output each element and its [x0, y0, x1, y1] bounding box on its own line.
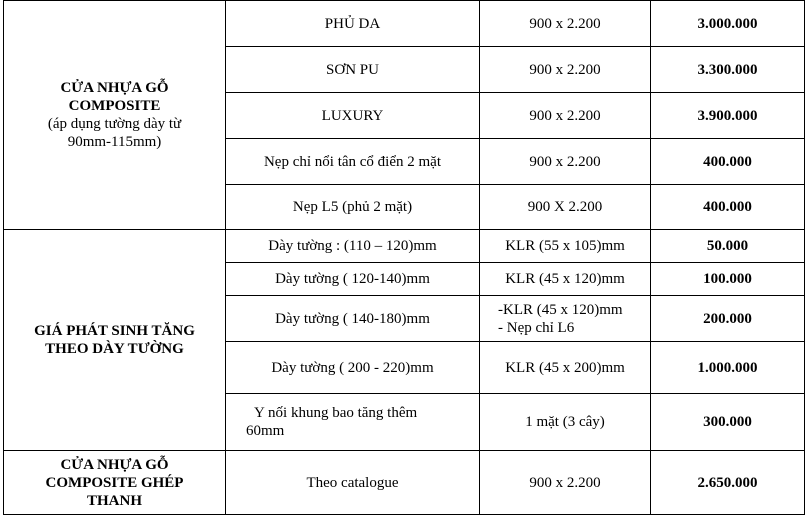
group-cell-wall-thickness — [4, 230, 226, 451]
row-size-line: -KLR (45 x 120)mm — [498, 301, 623, 318]
group-title-line: CỬA NHỰA GỖ — [60, 80, 169, 96]
table-row — [4, 451, 805, 515]
row-desc: Dày tường : (110 – 120)mm — [226, 230, 480, 263]
group-note-line: (áp dụng tường dày từ — [47, 116, 182, 132]
row-desc-line: 60mm — [246, 423, 285, 439]
row-price: 50.000 — [651, 230, 805, 263]
row-price: 400.000 — [651, 139, 805, 185]
row-desc: Dày tường ( 140-180)mm — [226, 296, 480, 342]
row-size: 900 x 2.200 — [480, 139, 651, 185]
row-size — [480, 296, 651, 342]
group-title-line: CỬA NHỰA GỖ — [60, 456, 169, 473]
row-price: 2.650.000 — [651, 451, 805, 515]
group-cell-composite-panel-door — [4, 451, 226, 515]
row-size: 900 x 2.200 — [480, 93, 651, 139]
price-table — [3, 0, 805, 515]
table-row — [4, 1, 805, 47]
row-price: 400.000 — [651, 185, 805, 230]
row-price: 100.000 — [651, 263, 805, 296]
row-size: KLR (45 x 200)mm — [480, 342, 651, 394]
group-title-line: GIÁ PHÁT SINH TĂNG — [34, 323, 195, 339]
row-size: 900 X 2.200 — [480, 185, 651, 230]
row-price: 200.000 — [651, 296, 805, 342]
group-note-line: 90mm-115mm) — [67, 134, 162, 150]
table-row — [4, 230, 805, 263]
row-price: 3.900.000 — [651, 93, 805, 139]
row-size: KLR (45 x 120)mm — [480, 263, 651, 296]
row-price: 3.300.000 — [651, 47, 805, 93]
row-desc-line: Y nối khung bao tăng thêm — [254, 405, 418, 421]
group-title-line: THANH — [86, 492, 142, 509]
group-title-line: COMPOSITE — [68, 98, 161, 114]
group-cell-composite-door — [4, 1, 226, 230]
row-size: 900 x 2.200 — [480, 1, 651, 47]
row-desc: LUXURY — [226, 93, 480, 139]
row-size: 900 x 2.200 — [480, 451, 651, 515]
row-size: KLR (55 x 105)mm — [480, 230, 651, 263]
group-title-line: COMPOSITE GHÉP — [45, 474, 184, 491]
row-desc: PHỦ DA — [226, 1, 480, 47]
row-price: 3.000.000 — [651, 1, 805, 47]
row-price: 1.000.000 — [651, 342, 805, 394]
row-size: 900 x 2.200 — [480, 47, 651, 93]
row-size: 1 mặt (3 cây) — [480, 394, 651, 451]
row-desc: Dày tường ( 120-140)mm — [226, 263, 480, 296]
row-price: 300.000 — [651, 394, 805, 451]
row-desc: Theo catalogue — [226, 451, 480, 515]
row-size-line: - Nẹp chỉ L6 — [498, 319, 575, 336]
row-desc: Nẹp chỉ nổi tân cổ điển 2 mặt — [226, 139, 480, 185]
row-desc: SƠN PU — [226, 47, 480, 93]
row-desc: Dày tường ( 200 - 220)mm — [226, 342, 480, 394]
row-desc — [226, 394, 480, 451]
group-title-line: THEO DÀY TƯỜNG — [45, 341, 184, 357]
row-desc: Nẹp L5 (phủ 2 mặt) — [226, 185, 480, 230]
